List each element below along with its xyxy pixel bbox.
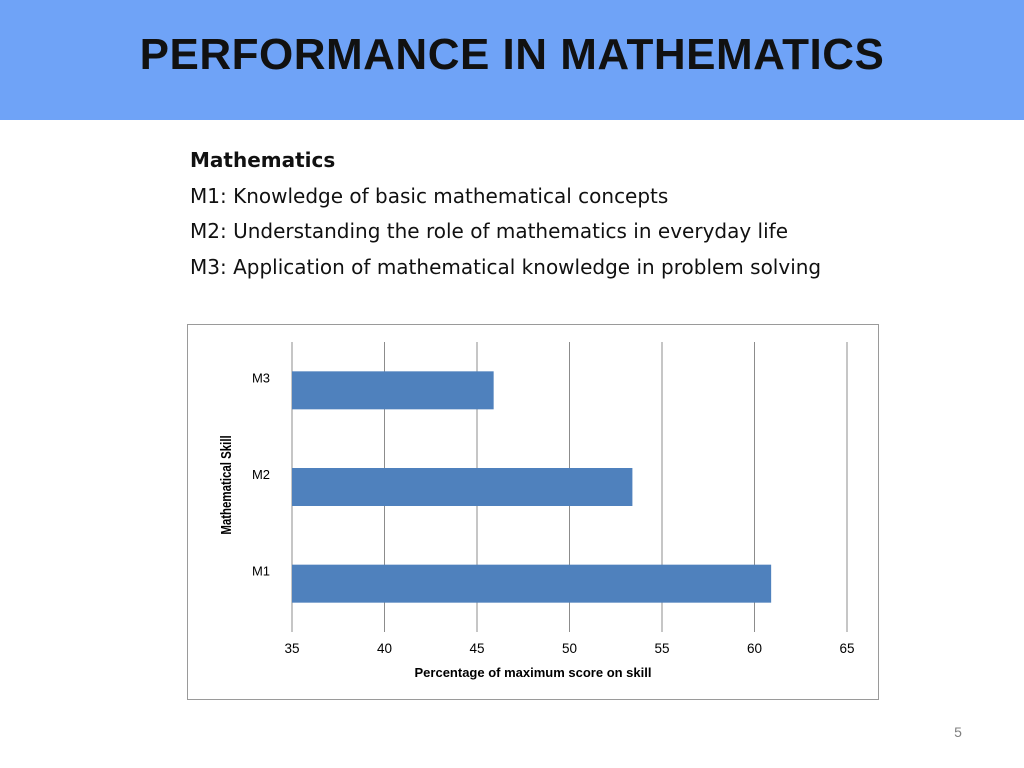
y-axis-label: Mathematical Skill [217,435,235,535]
y-tick-labels [252,370,270,578]
x-tick-label: 60 [746,641,763,656]
bar-m1 [292,565,771,603]
x-tick-label: 35 [284,641,300,656]
description-line-m3: M3: Application of mathematical knowledge in problem solving [190,254,822,279]
slide-title: PERFORMANCE IN MATHEMATICS [139,30,885,79]
skill-descriptions [190,143,821,285]
description-line-m1: M1: Knowledge of basic mathematical concepts [190,183,669,208]
bar-m2 [292,468,632,506]
bar-m3 [292,371,494,409]
bars [292,371,771,602]
y-tick-label-m1: M1 [251,563,270,579]
x-tick-labels [284,641,854,656]
description-line-m2: M2: Understanding the role of mathematics in everyday life [190,219,789,243]
chart-frame [187,324,879,700]
x-tick-label: 40 [376,641,393,656]
x-tick-label: 65 [839,641,855,656]
x-tick-label: 45 [469,641,485,656]
y-tick-label-m3: M3 [251,370,270,386]
bar-chart [188,325,878,699]
slide-number: 5 [954,724,962,740]
x-tick-label: 55 [654,641,670,656]
x-axis-label: Percentage of maximum score on skill [414,665,652,680]
x-tick-label: 50 [561,641,578,656]
y-tick-label-m2: M2 [251,467,270,482]
description-heading: Mathematics [190,148,336,172]
